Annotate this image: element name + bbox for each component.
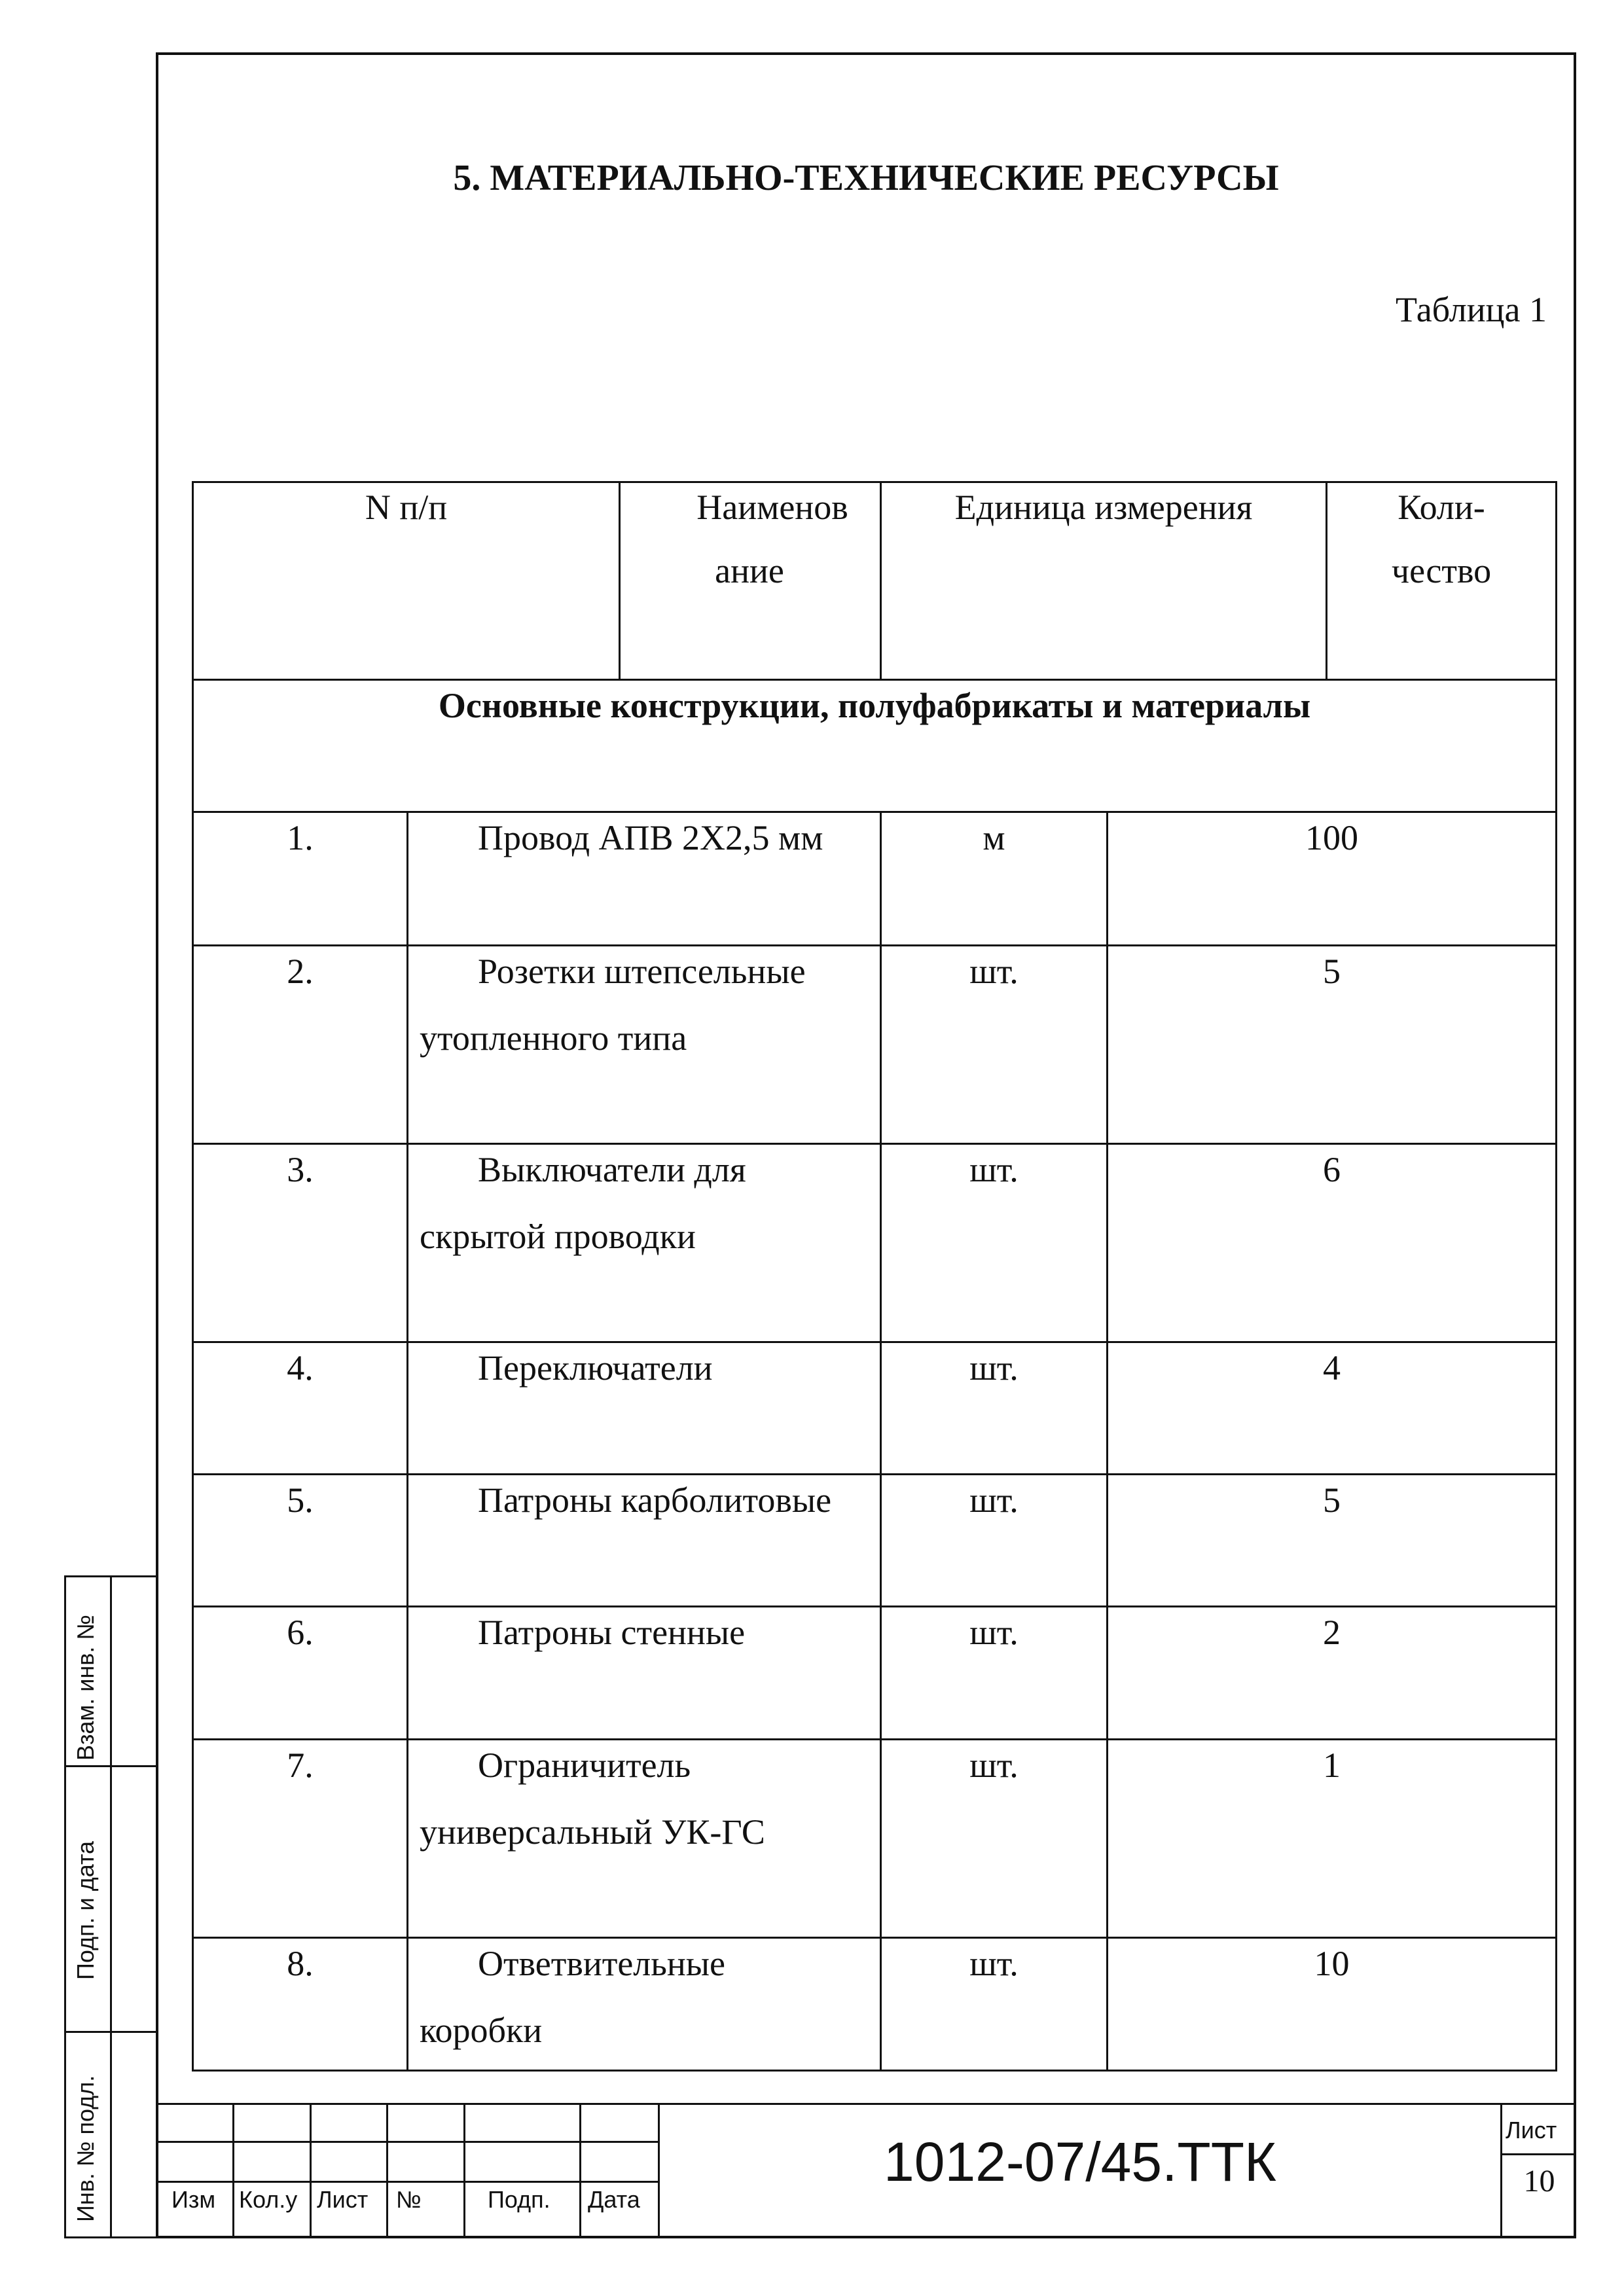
row-qty: 100 <box>1305 818 1358 857</box>
row-unit: шт. <box>969 1613 1019 1652</box>
row-qty: 6 <box>1323 1150 1341 1189</box>
header-qty-line1: Коли- <box>1398 488 1485 527</box>
row-unit: шт. <box>969 1150 1019 1189</box>
table-caption: Таблица 1 <box>1396 290 1547 329</box>
row-num: 5. <box>287 1480 314 1520</box>
stamp-col-izm: Изм <box>171 2186 216 2213</box>
row-num: 8. <box>287 1944 314 1983</box>
row-qty: 10 <box>1314 1944 1350 1983</box>
side-label-vzam: Взам. инв. № <box>72 1614 99 1761</box>
row-unit: шт. <box>969 1348 1019 1388</box>
row-name-line2: коробки <box>420 2011 543 2050</box>
stamp-col-num: № <box>396 2186 422 2213</box>
sheet-number: 10 <box>1523 2164 1555 2198</box>
row-unit: м <box>983 818 1005 857</box>
row-num: 2. <box>287 952 314 991</box>
row-qty: 2 <box>1323 1613 1341 1652</box>
sheet-label: Лист <box>1506 2117 1557 2144</box>
row-qty: 4 <box>1323 1348 1341 1388</box>
row-num: 3. <box>287 1150 314 1189</box>
row-qty: 1 <box>1323 1746 1341 1785</box>
header-num: N п/п <box>365 488 448 527</box>
stamp-col-podp: Подп. <box>488 2186 550 2213</box>
stamp-col-kolu: Кол.у <box>239 2186 298 2213</box>
header-name-line1: Наименов <box>696 488 848 527</box>
row-name-line1: Провод АПВ 2Х2,5 мм <box>478 818 823 857</box>
row-name-line1: Патроны стенные <box>478 1613 746 1652</box>
row-name-line2: скрытой проводки <box>420 1217 696 1256</box>
row-unit: шт. <box>969 952 1019 991</box>
row-num: 6. <box>287 1613 314 1652</box>
side-label-podp: Подп. и дата <box>72 1840 99 1980</box>
side-label-inv: Инв. № подл. <box>72 2075 99 2222</box>
row-name-line1: Выключатели для <box>478 1150 746 1189</box>
header-qty-line2: чество <box>1391 551 1492 590</box>
row-name-line1: Ограничитель <box>478 1746 691 1785</box>
stamp-col-data: Дата <box>588 2186 640 2213</box>
row-name-line1: Розетки штепсельные <box>478 952 806 991</box>
row-unit: шт. <box>969 1746 1019 1785</box>
row-name-line2: универсальный УК-ГС <box>420 1812 765 1852</box>
row-name-line1: Патроны карболитовые <box>478 1480 832 1520</box>
row-unit: шт. <box>969 1944 1019 1983</box>
stamp-col-list: Лист <box>317 2186 369 2213</box>
row-num: 7. <box>287 1746 314 1785</box>
header-unit: Единица измерения <box>954 488 1253 527</box>
row-unit: шт. <box>969 1480 1019 1520</box>
section-heading: Основные конструкции, полуфабрикаты и материалы <box>438 686 1311 725</box>
row-num: 1. <box>287 818 314 857</box>
row-name-line1: Ответвительные <box>478 1944 726 1983</box>
row-num: 4. <box>287 1348 314 1388</box>
row-name-line2: утопленного типа <box>420 1018 687 1058</box>
page-title: 5. МАТЕРИАЛЬНО-ТЕХНИЧЕСКИЕ РЕСУРСЫ <box>453 158 1279 198</box>
row-qty: 5 <box>1323 1480 1341 1520</box>
header-name-line2: ание <box>715 551 784 590</box>
row-qty: 5 <box>1323 952 1341 991</box>
document-code: 1012-07/45.ТТК <box>884 2131 1276 2193</box>
row-name-line1: Переключатели <box>478 1348 713 1388</box>
